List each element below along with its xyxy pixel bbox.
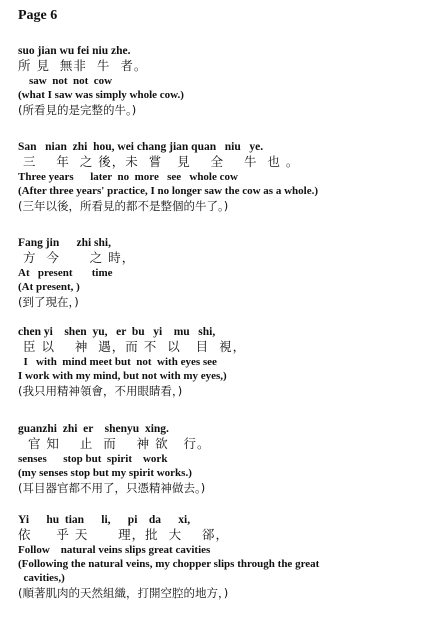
chinese-line: 方 今 之 時， [18,250,136,265]
english-translation: (what I saw was simply whole cow.) [18,89,184,101]
passage-section-4 [18,325,418,399]
passage-section-3 [18,236,418,310]
english-translation: (my senses stop but my spirit works.) [18,467,192,479]
chinese-translation: (我只用精神領會，不用眼睛看，) [18,384,183,398]
chinese-translation: (順著肌肉的天然組織，打開空腔的地方，) [18,586,229,600]
passage-section-1 [18,44,418,118]
english-translation: (After three years' practice, I no longer saw the cow as a whole.) [18,185,318,197]
pinyin-line: Yi hu tian li, pi da xi, [18,514,191,526]
pinyin-line: guanzhi zhi er shenyu xing. [18,423,169,435]
page-label: Page 6 [18,8,58,23]
passage-section-2 [18,140,418,214]
chinese-line: 依 乎 天 理，批 大 郤， [18,527,230,542]
gloss-line: Three years later no more see whole cow [18,171,238,183]
gloss-line: At present time [18,267,113,279]
gloss-line: Follow natural veins slips great cavities [18,544,211,556]
gloss-line: senses stop but spirit work [18,453,168,465]
pinyin-line: chen yi shen yu, er bu yi mu shi, [18,326,216,338]
chinese-line: 臣 以 神 遇，而 不 以 目 視， [18,339,247,354]
chinese-translation: (三年以後，所看見的都不是整個的牛了。) [18,199,229,213]
passage-section-6 [18,513,418,601]
english-translation: (At present, ) [18,281,80,293]
english-translation: I work with my mind, but not with my eyes,) [18,370,227,382]
pinyin-line: San nian zhi hou, wei chang jian quan niu ye. [18,141,264,153]
pinyin-line: Fang jin zhi shi, [18,237,111,249]
english-translation: (Following the natural veins, my chopper slips through the great [18,558,320,570]
chinese-translation: (所看見的是完整的牛。) [18,103,137,117]
passage-section-5 [18,422,418,496]
chinese-line: 三 年 之 後，未 嘗 見 全 牛 也 。 [18,154,300,169]
chinese-line: 官 知 止 而 神 欲 行。 [18,436,211,451]
chinese-translation: (到了現在，) [18,295,79,309]
chinese-translation: (耳目器官都不用了，只憑精神做去。) [18,481,206,495]
english-translation-continued: cavities,) [18,572,65,584]
chinese-line: 所 見 無非 牛 者。 [18,58,148,73]
gloss-line: I with mind meet but not with eyes see [18,356,217,368]
gloss-line: saw not not cow [18,75,113,87]
pinyin-line: suo jian wu fei niu zhe. [18,45,131,57]
